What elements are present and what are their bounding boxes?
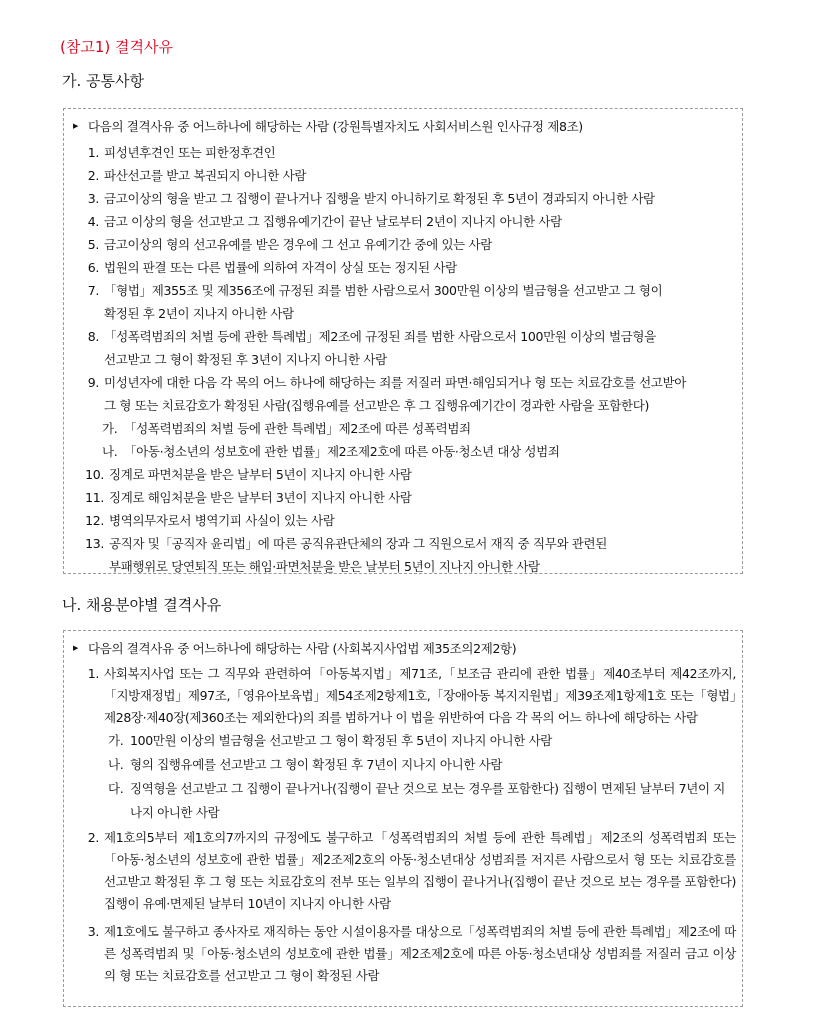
item-text-line: 파산선고를 받고 복권되지 아니한 사람	[104, 168, 307, 183]
item-text-line: 「성폭력범죄의 처벌 등에 관한 특례법」제2조에 규정된 죄를 범한 사람으로서 100만원 이상의 벌금형을	[104, 329, 656, 344]
item-text	[104, 187, 736, 210]
item-text-line: 금고이상의 형의 선고유예를 받은 경우에 그 선고 유예기간 중에 있는 사람	[104, 237, 492, 252]
item-text-line: 공직자 및「공직자 윤리법」에 따른 공직유관단체의 장과 그 직원으로서 재직 중 직무와 관련된	[109, 536, 607, 551]
sub-item-marker: 나.	[102, 444, 118, 459]
sub-list-item	[102, 440, 736, 463]
item-text	[104, 325, 736, 371]
item-number: 5.	[87, 237, 99, 252]
item-text: 제1호에도 불구하고 종사자로 재직하는 동안 시설이용자를 대상으로「성폭력범죄의 처벌 등에 관한 특례법」제2조에 따른 성폭력범죄 및「아동·청소년의 성보호에 관한 법률」제2조제2호에 따른 아동·청소년대상 성범죄를 저질러 금고 이상의 형 또는 치료감호를 선고받고 그 형이 확정된 사람	[104, 924, 736, 983]
lead-line	[72, 640, 736, 657]
list-item	[79, 164, 736, 187]
item-number: 2.	[87, 830, 99, 845]
item-text-line: 법원의 판결 또는 다른 법률에 의하여 자격이 상실 또는 정지된 사람	[104, 260, 457, 275]
lead-text: 다음의 결격사유 중 어느하나에 해당하는 사람 (사회복지사업법 제35조의2제2항)	[88, 641, 517, 656]
item-number: 3.	[87, 924, 99, 939]
item-text-line: 부패행위로 당연퇴직 또는 해임·파면처분을 받은 날부터 5년이 지나지 아니한 사람	[109, 559, 540, 574]
field-disqualification-box	[63, 630, 743, 1007]
item-text	[109, 463, 736, 486]
reference-title: (참고1) 결격사유	[60, 38, 173, 56]
sub-item-text: 「아동·청소년의 성보호에 관한 법률」제2조제2호에 따른 아동·청소년 대상 성범죄	[124, 444, 560, 459]
item-text	[104, 371, 736, 417]
sub-item-marker: 나.	[108, 757, 124, 772]
field-disqualification-list	[72, 663, 736, 987]
item-text-line: 「형법」제355조 및 제356조에 규정된 죄를 범한 사람으로서 300만원 이상의 벌금형을 선고받고 그 형이	[104, 283, 663, 298]
sub-item-marker: 가.	[102, 421, 118, 436]
list-item	[79, 279, 736, 325]
list-item	[79, 532, 736, 578]
item-number: 8.	[87, 329, 99, 344]
item-number: 10.	[85, 467, 104, 482]
list-item	[79, 210, 736, 233]
lead-text: 다음의 결격사유 중 어느하나에 해당하는 사람 (강원특별자치도 사회서비스원 인사규정 제8조)	[88, 119, 583, 134]
list-item	[79, 141, 736, 164]
list-item	[79, 371, 736, 417]
lead-line	[72, 118, 736, 135]
section-a-title: 가. 공통사항	[62, 72, 144, 90]
sub-item-marker: 다.	[108, 781, 124, 796]
sub-item-text: 「성폭력범죄의 처벌 등에 관한 특례법」제2조에 따른 성폭력범죄	[124, 421, 471, 436]
item-text	[104, 233, 736, 256]
item-number: 11.	[85, 490, 104, 505]
item-number: 7.	[87, 283, 99, 298]
common-disqualification-box	[63, 108, 743, 574]
item-text	[104, 256, 736, 279]
sub-item-marker: 가.	[108, 733, 124, 748]
list-item	[79, 827, 736, 915]
sub-list-item	[108, 729, 736, 753]
list-item	[79, 663, 736, 729]
item-text	[104, 210, 736, 233]
section-b-title: 나. 채용분야별 결격사유	[62, 596, 222, 614]
list-item	[79, 463, 736, 486]
list-item	[79, 486, 736, 509]
triangle-bullet-icon: ▶	[73, 644, 79, 652]
item-number: 13.	[85, 536, 104, 551]
sub-list-item	[108, 753, 736, 777]
item-text-line: 병역의무자로서 병역기피 사실이 있는 사람	[109, 513, 335, 528]
item-text-line: 확정된 후 2년이 지나지 아니한 사람	[104, 306, 294, 321]
item-text-line: 선고받고 그 형이 확정된 후 3년이 지나지 아니한 사람	[104, 352, 387, 367]
item-text: 사회복지사업 또는 그 직무와 관련하여「아동복지법」제71조,「보조금 관리에 관한 법률」제40조부터 제42조까지,「지방재정법」제97조,「영유아보육법」제54조제2항제1호,「장애아동 복지지원법」제39조제1항제1호 또는「형법」제28장·제40장(제360조는 제외한다)의 죄를 범하거나 이 법을 위반하여 다음 각 목의 어느 하나에 해당하는 사람	[104, 666, 736, 725]
item-text	[104, 164, 736, 187]
item-number: 9.	[87, 375, 99, 390]
item-number: 2.	[87, 168, 99, 183]
list-item	[79, 325, 736, 371]
item-text-line: 미성년자에 대한 다음 각 목의 어느 하나에 해당하는 죄를 저질러 파면·해임되거나 형 또는 치료감호를 선고받아	[104, 375, 686, 390]
item-text-line: 그 형 또는 치료감호가 확정된 사람(집행유예를 선고받은 후 그 집행유예기간이 경과한 사람을 포함한다)	[104, 398, 649, 413]
item-text-line: 징계로 해임처분을 받은 날부터 3년이 지나지 아니한 사람	[109, 490, 412, 505]
triangle-bullet-icon: ▶	[73, 122, 79, 130]
sub-item-text: 100만원 이상의 벌금형을 선고받고 그 형이 확정된 후 5년이 지나지 아니한 사람	[130, 733, 553, 748]
item-text	[109, 532, 736, 578]
item-number: 6.	[87, 260, 99, 275]
item-text-line: 징계로 파면처분을 받은 날부터 5년이 지나지 아니한 사람	[109, 467, 412, 482]
item-number: 3.	[87, 191, 99, 206]
item-text-line: 피성년후견인 또는 피한정후견인	[104, 145, 276, 160]
item-number: 12.	[85, 513, 104, 528]
list-item	[79, 187, 736, 210]
item-text: 제1호의5부터 제1호의7까지의 규정에도 불구하고「성폭력범죄의 처벌 등에 관한 특례법」제2조의 성폭력범죄 또는「아동·청소년의 성보호에 관한 법률」제2조제2호의 아동·청소년대상 성범죄를 저지른 사람으로서 형 또는 치료감호를 선고받고 확정된 후 그 형 또는 치료감호의 전부 또는 일부의 집행이 끝나거나(집행이 끝난 것으로 보는 경우를 포함한다) 집행이 유예·면제된 날부터 10년이 지나지 아니한 사람	[104, 830, 736, 911]
item-text	[104, 279, 736, 325]
common-disqualification-list	[72, 141, 736, 578]
item-text-line: 금고 이상의 형을 선고받고 그 집행유예기간이 끝난 날로부터 2년이 지나지 아니한 사람	[104, 214, 562, 229]
sub-list-item	[102, 417, 736, 440]
item-text	[109, 486, 736, 509]
sub-item-text: 징역형을 선고받고 그 집행이 끝나거나(집행이 끝난 것으로 보는 경우를 포함한다) 집행이 면제된 날부터 7년이 지나지 아니한 사람	[130, 781, 726, 820]
item-text	[104, 141, 736, 164]
item-number: 4.	[87, 214, 99, 229]
item-number: 1.	[87, 145, 99, 160]
list-item	[79, 509, 736, 532]
list-item	[79, 233, 736, 256]
list-item	[79, 921, 736, 987]
list-item	[79, 256, 736, 279]
item-text	[109, 509, 736, 532]
sub-list-item	[108, 777, 736, 825]
item-number: 1.	[87, 666, 99, 681]
item-text-line: 금고이상의 형을 받고 그 집행이 끝나거나 집행을 받지 아니하기로 확정된 후 5년이 경과되지 아니한 사람	[104, 191, 655, 206]
sub-item-text: 형의 집행유예를 선고받고 그 형이 확정된 후 7년이 지나지 아니한 사람	[130, 757, 503, 772]
